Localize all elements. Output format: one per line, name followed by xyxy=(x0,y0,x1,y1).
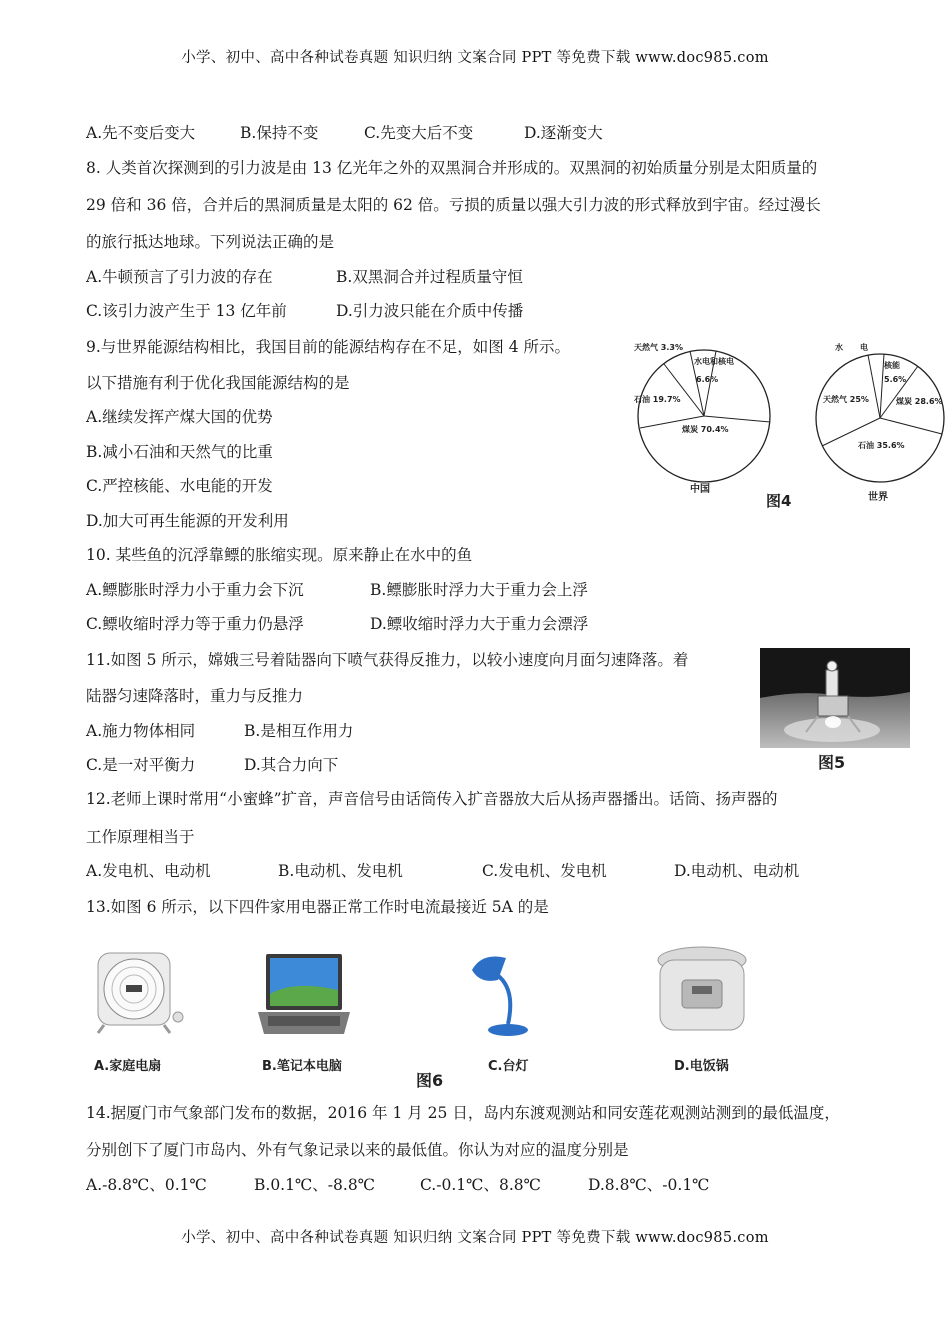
q9-option-c: C.严控核能、水电能的开发 xyxy=(86,477,273,495)
fig6-label-a: A.家庭电扇 xyxy=(94,1059,162,1074)
figure-5-lander-photo xyxy=(760,648,910,748)
world-label-gas: 天然气 25% xyxy=(823,395,869,404)
q14-line-2: 分别创下了厦门市岛内、外有气象记录以来的最低值。你认为对应的温度分别是 xyxy=(86,1141,629,1159)
lamp-base xyxy=(488,1024,528,1036)
figure-5-caption: 图5 xyxy=(818,753,846,772)
q14-option-b: B.0.1℃、-8.8℃ xyxy=(254,1176,376,1194)
figure-4-pie-charts xyxy=(628,336,950,514)
fan-feet xyxy=(98,1025,170,1033)
q9-option-b: B.减小石油和天然气的比重 xyxy=(86,443,273,461)
q10-option-a: A.鳔膨胀时浮力小于重力会下沉 xyxy=(86,581,304,599)
lamp-arm xyxy=(496,974,510,1024)
q9-line-2: 以下措施有利于优化我国能源结构的是 xyxy=(86,374,350,392)
q14-option-d: D.8.8℃、-0.1℃ xyxy=(588,1176,710,1194)
china-pie-title: 中国 xyxy=(690,484,710,495)
world-label-coal: 煤炭 28.6% xyxy=(896,397,943,406)
q10-option-d: D.鳔收缩时浮力大于重力会漂浮 xyxy=(370,615,589,633)
world-label-nuclear-pct: 5.6% xyxy=(884,375,907,384)
china-label-gas: 天然气 3.3% xyxy=(634,343,683,352)
china-label-oil: 石油 19.7% xyxy=(634,395,681,404)
q13-line: 13.如图 6 所示，以下四件家用电器正常工作时电流最接近 5A 的是 xyxy=(86,898,549,916)
china-pie xyxy=(633,342,770,495)
china-label-hydro-nuclear: 水电和核电 xyxy=(694,357,734,366)
q12-option-b: B.电动机、发电机 xyxy=(278,862,403,880)
world-pie-title: 世界 xyxy=(868,492,888,503)
q14-line-1: 14.据厦门市气象部门发布的数据，2016 年 1 月 25 日，岛内东渡观测站和同安莲花观测站测到的最低温度， xyxy=(86,1104,840,1122)
rice-cooker-image xyxy=(652,942,752,1042)
desk-lamp-image xyxy=(458,950,538,1040)
q9-option-d: D.加大可再生能源的开发利用 xyxy=(86,512,289,530)
q9-option-a: A.继续发挥产煤大国的优势 xyxy=(86,408,273,426)
figure-6-caption: 图6 xyxy=(416,1071,444,1090)
cooker-display xyxy=(692,986,712,994)
q8-line-3: 的旅行抵达地球。下列说法正确的是 xyxy=(86,233,335,251)
q12-line-1: 12.老师上课时常用“小蜜蜂”扩音，声音信号由话筒传入扩音器放大后从扬声器播出。话筒、扬声器的 xyxy=(86,790,778,808)
fan-plug xyxy=(173,1012,183,1022)
fig6-label-b: B.笔记本电脑 xyxy=(262,1059,342,1074)
fig6-label-d: D.电饭锅 xyxy=(674,1059,729,1074)
q12-line-2: 工作原理相当于 xyxy=(86,828,195,846)
q7-option-a: A.先不变后变大 xyxy=(86,124,196,142)
world-label-nuclear: 核能 xyxy=(884,361,900,370)
q8-option-a: A.牛顿预言了引力波的存在 xyxy=(86,268,273,286)
lander-body xyxy=(818,696,848,716)
world-label-water: 水 xyxy=(835,343,843,352)
q12-option-d: D.电动机、电动机 xyxy=(674,862,800,880)
q14-option-c: C.-0.1℃、8.8℃ xyxy=(420,1176,541,1194)
world-pie xyxy=(816,342,944,503)
q7-option-d: D.逐渐变大 xyxy=(524,124,603,142)
fan-image xyxy=(90,945,200,1035)
q11-line-2: 陆器匀速降落时，重力与反推力 xyxy=(86,687,304,705)
q8-option-c: C.该引力波产生于 13 亿年前 xyxy=(86,302,287,320)
page-header: 小学、初中、高中各种试卷真题 知识归纳 文案合同 PPT 等免费下载 www.doc985.com xyxy=(181,50,769,66)
world-label-oil: 石油 35.6% xyxy=(858,441,905,450)
q8-option-d: D.引力波只能在介质中传播 xyxy=(336,302,524,320)
q7-option-c: C.先变大后不变 xyxy=(364,124,474,142)
q10-option-c: C.鳔收缩时浮力等于重力仍悬浮 xyxy=(86,615,304,633)
lander-top xyxy=(827,661,837,671)
figure-4-caption: 图4 xyxy=(766,492,792,510)
q8-line-2: 29 倍和 36 倍，合并后的黑洞质量是太阳的 62 倍。亏损的质量以强大引力波的形式释放到宇宙。经过漫长 xyxy=(86,196,821,214)
q10-line: 10. 某些鱼的沉浮靠鳔的胀缩实现。原来静止在水中的鱼 xyxy=(86,546,473,564)
q8-option-b: B.双黑洞合并过程质量守恒 xyxy=(336,268,523,286)
china-label-hydro-nuclear-pct: 6.6% xyxy=(696,375,719,384)
page-footer: 小学、初中、高中各种试卷真题 知识归纳 文案合同 PPT 等免费下载 www.doc985.com xyxy=(181,1230,769,1246)
fig6-label-c: C.台灯 xyxy=(488,1059,529,1074)
q8-line-1: 8. 人类首次探测到的引力波是由 13 亿光年之外的双黑洞合并形成的。双黑洞的初始质量分别是太阳质量的 xyxy=(86,159,818,177)
laptop-keyboard xyxy=(268,1016,340,1026)
thruster-plume xyxy=(825,716,841,728)
q14-option-a: A.-8.8℃、0.1℃ xyxy=(86,1176,207,1194)
china-label-coal: 煤炭 70.4% xyxy=(682,425,729,434)
q11-option-b: B.是相互作用力 xyxy=(244,722,354,740)
q12-option-a: A.发电机、电动机 xyxy=(86,862,211,880)
q9-line-1: 9.与世界能源结构相比，我国目前的能源结构存在不足，如图 4 所示。 xyxy=(86,338,571,356)
q12-option-c: C.发电机、发电机 xyxy=(482,862,607,880)
lander-mast xyxy=(826,670,838,696)
fan-badge xyxy=(126,985,142,992)
q11-option-c: C.是一对平衡力 xyxy=(86,756,196,774)
world-label-electric: 电 xyxy=(860,343,868,352)
laptop-image xyxy=(254,950,354,1040)
q10-option-b: B.鳔膨胀时浮力大于重力会上浮 xyxy=(370,581,588,599)
q11-line-1: 11.如图 5 所示，嫦娥三号着陆器向下喷气获得反推力，以较小速度向月面匀速降落。着 xyxy=(86,651,689,669)
q11-option-a: A.施力物体相同 xyxy=(86,722,196,740)
q7-option-b: B.保持不变 xyxy=(240,124,319,142)
q11-option-d: D.其合力向下 xyxy=(244,756,339,774)
